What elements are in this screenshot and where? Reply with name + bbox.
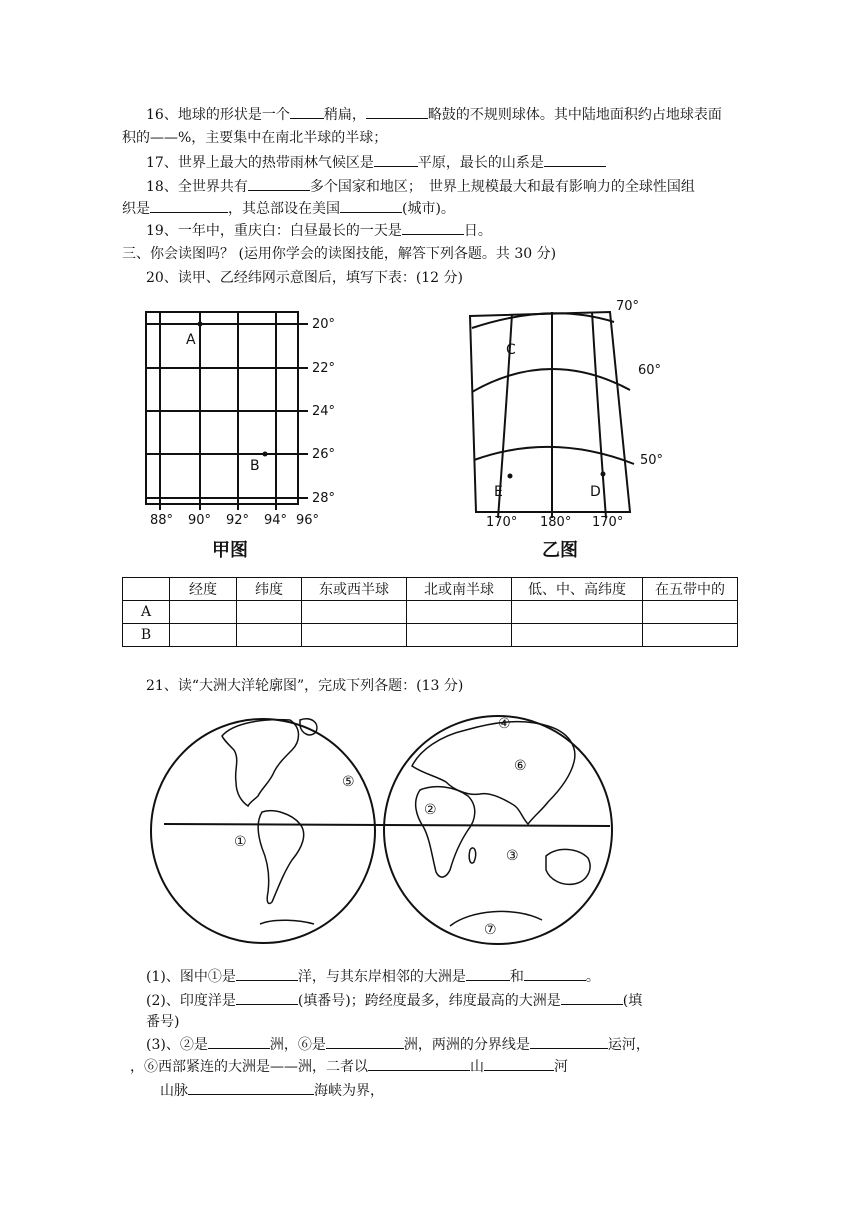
lat-label: 50° <box>640 453 664 468</box>
label-6: ⑥ <box>514 758 527 774</box>
question-18-line2: 织是 ，其总部设在美国 (城市)。 <box>122 198 455 219</box>
table-cell[interactable] <box>170 624 237 647</box>
table-header: 经度 <box>170 578 237 601</box>
lon-label: 96° <box>296 513 320 528</box>
question-19: 19、一年中，重庆白：白昼最长的一天是 日。 <box>146 220 492 241</box>
point-e-label: E <box>494 484 503 500</box>
table-cell[interactable] <box>237 624 302 647</box>
world-map <box>150 706 620 956</box>
question-17: 17、世界上最大的热带雨林气候区是 平原，最长的山系是 <box>146 152 606 173</box>
equator <box>164 824 610 826</box>
blank[interactable] <box>524 966 586 981</box>
blank[interactable] <box>402 220 464 235</box>
label-4: ④ <box>498 716 511 732</box>
table-header-row <box>123 578 738 601</box>
blank[interactable] <box>150 198 228 213</box>
lon-label: 90° <box>188 513 212 528</box>
table-cell[interactable] <box>170 601 237 624</box>
table-header: 低、中、高纬度 <box>512 578 643 601</box>
blank[interactable] <box>530 1034 608 1049</box>
table-cell[interactable] <box>302 624 407 647</box>
blank[interactable] <box>236 990 298 1005</box>
lon-label: 170° <box>486 515 518 530</box>
row-label: B <box>123 624 170 647</box>
label-3: ③ <box>506 848 519 864</box>
label-1: ① <box>234 834 247 850</box>
table-cell[interactable] <box>512 601 643 624</box>
answer-table <box>122 577 738 647</box>
table-cell[interactable] <box>302 601 407 624</box>
blank[interactable] <box>484 1056 554 1071</box>
question-21-3-line2: ，⑥西部紧连的大洲是——洲，二者以 山 河 <box>130 1056 568 1077</box>
question-16-line1: 16、地球的形状是一个 稍扁， 略鼓的不规则球体。其中陆地面积约占地球表面 <box>146 104 722 125</box>
question-21-2-cont: 番号) <box>146 1014 180 1030</box>
table-header: 在五带中的 <box>643 578 738 601</box>
question-21-3: (3)、②是 洲，⑥是 洲，两洲的分界线是 运河， <box>146 1034 650 1055</box>
blank[interactable] <box>236 966 298 981</box>
blank[interactable] <box>544 152 606 167</box>
lon-label: 92° <box>226 513 250 528</box>
lat-label: 24° <box>312 404 336 419</box>
question-16-line2: 积的——%，主要集中在南北半球的半球； <box>122 130 388 146</box>
blank[interactable] <box>466 966 510 981</box>
table-cell[interactable] <box>512 624 643 647</box>
map-jia <box>140 302 340 564</box>
lat-label: 22° <box>312 361 336 376</box>
blank[interactable] <box>326 1034 404 1049</box>
blank[interactable] <box>374 152 418 167</box>
table-cell[interactable] <box>407 624 512 647</box>
lat-label: 26° <box>312 447 336 462</box>
western-hemisphere <box>151 719 375 943</box>
lat-label: 20° <box>312 317 336 332</box>
point-d-label: D <box>590 484 601 500</box>
label-7: ⑦ <box>484 922 497 938</box>
question-21-2: (2)、印度洋是 (填番号)；跨经度最多，纬度最高的大洲是 (填 <box>146 990 642 1011</box>
blank[interactable] <box>561 990 623 1005</box>
lon-label: 180° <box>540 515 572 530</box>
blank[interactable] <box>290 104 324 119</box>
section-3-heading: 三、你会读图吗？ (运用你学会的读图技能，解答下列各题。共 30 分) <box>122 246 557 262</box>
label-5: ⑤ <box>342 774 355 790</box>
lon-label: 170° <box>592 515 624 530</box>
lat-label: 28° <box>312 491 336 506</box>
table-header: 东或西半球 <box>302 578 407 601</box>
question-18-line1: 18、全世界共有 多个国家和地区； 世界上规模最大和最有影响力的全球性国组 <box>146 176 695 197</box>
table-header: 纬度 <box>237 578 302 601</box>
table-row <box>123 624 738 647</box>
map-yi-caption: 乙图 <box>542 540 578 561</box>
table-header <box>123 578 170 601</box>
lat-label: 70° <box>616 299 640 314</box>
table-cell[interactable] <box>237 601 302 624</box>
lon-label: 88° <box>150 513 174 528</box>
question-20: 20、读甲、乙经纬网示意图后，填写下表：(12 分) <box>146 270 464 286</box>
point-a-label: A <box>186 332 196 348</box>
lon-label: 94° <box>264 513 288 528</box>
table-header: 北或南半球 <box>407 578 512 601</box>
table-cell[interactable] <box>643 601 738 624</box>
question-21-3-line3: 山脉 海峡为界， <box>160 1080 384 1101</box>
blank[interactable] <box>366 104 428 119</box>
table-cell[interactable] <box>643 624 738 647</box>
table-row <box>123 601 738 624</box>
table-cell[interactable] <box>407 601 512 624</box>
point-c-label: C <box>506 342 516 358</box>
question-21: 21、读“大洲大洋轮廓图”，完成下列各题：(13 分) <box>146 678 464 694</box>
blank[interactable] <box>248 176 310 191</box>
continent-outlines <box>222 719 590 926</box>
map-jia-caption: 甲图 <box>212 540 248 561</box>
row-label: A <box>123 601 170 624</box>
map-yi-frame <box>470 312 630 512</box>
blank[interactable] <box>368 1056 470 1071</box>
question-21-1: (1)、图中①是 洋，与其东岸相邻的大洲是 和 。 <box>146 966 600 987</box>
blank[interactable] <box>208 1034 270 1049</box>
blank[interactable] <box>188 1080 314 1095</box>
blank[interactable] <box>340 198 402 213</box>
map-yi <box>460 292 680 564</box>
point-b-label: B <box>250 458 260 474</box>
label-2: ② <box>424 802 437 818</box>
lat-label: 60° <box>638 363 662 378</box>
eastern-hemisphere <box>384 716 612 944</box>
